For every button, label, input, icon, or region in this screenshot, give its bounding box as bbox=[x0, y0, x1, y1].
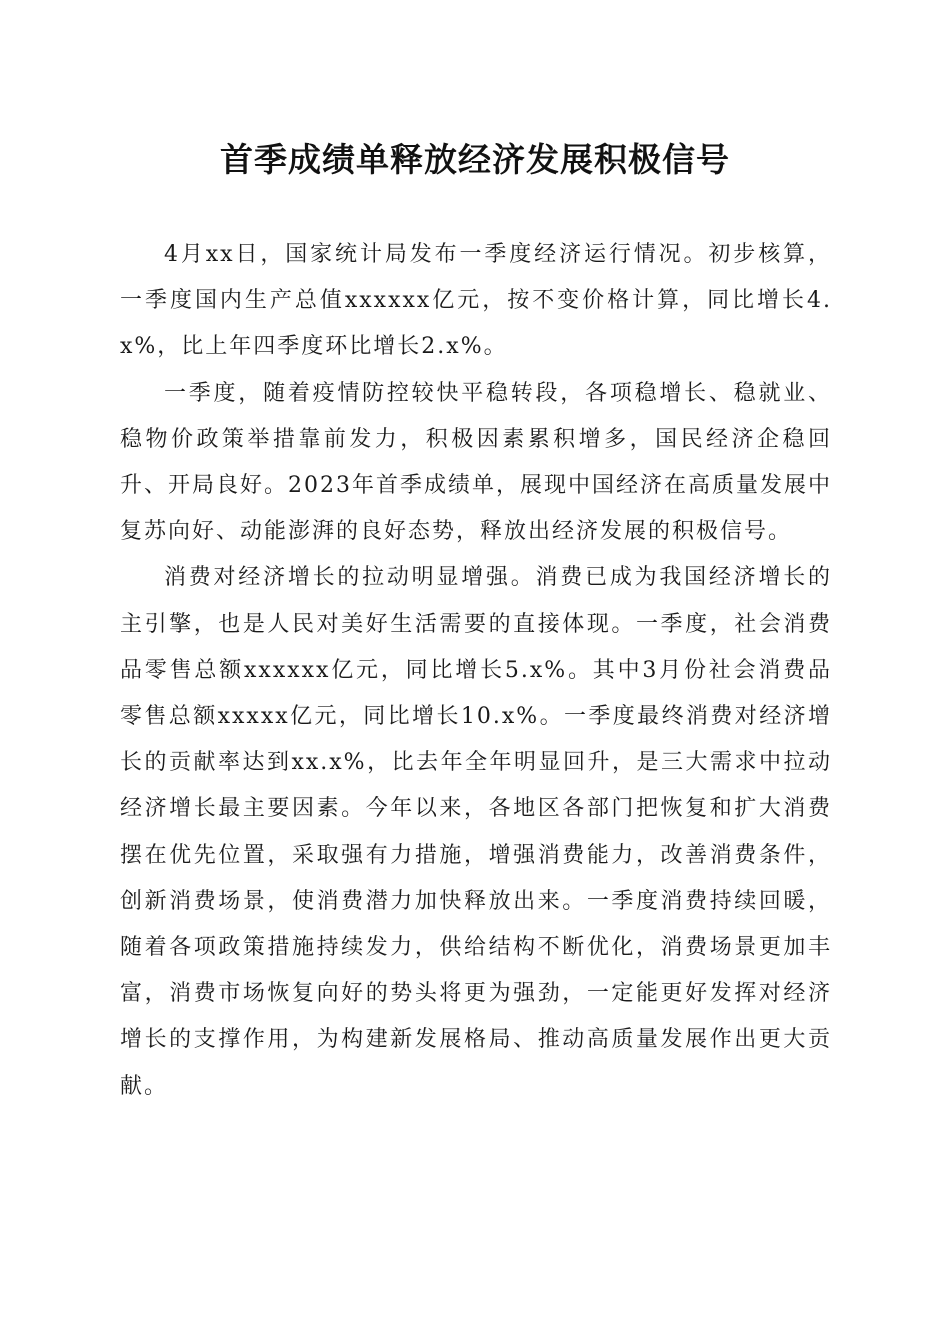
paragraph-consumption-growth: 消费对经济增长的拉动明显增强。消费已成为我国经济增长的主引擎，也是人民对美好生活需要的直接体现。一季度，社会消费品零售总额xxxxxx亿元，同比增长5.x%。其中3月份社会消费品零售总额xxxxx亿元，同比增长10.x%。一季度最终消费对经济增长的贡献率达到xx.x%，比去年全年明显回升，是三大需求中拉动经济增长最主要因素。今年以来，各地区各部门把恢复和扩大消费摆在优先位置，采取强有力措施，增强消费能力，改善消费条件，创新消费场景，使消费潜力加快释放出来。一季度消费持续回暖，随着各项政策措施持续发力，供给结构不断优化，消费场景更加丰富，消费市场恢复向好的势头将更为强劲，一定能更好发挥对经济增长的支撑作用，为构建新发展格局、推动高质量发展作出更大贡献。 bbox=[120, 565, 832, 1099]
document-body bbox=[120, 232, 832, 1110]
paragraph-gdp-release: 4月xx日，国家统计局发布一季度经济运行情况。初步核算，一季度国内生产总值xxxxxx亿元，按不变价格计算，同比增长4.x%，比上年四季度环比增长2.x%。 bbox=[120, 242, 832, 360]
document-title: 首季成绩单释放经济发展积极信号 bbox=[220, 140, 730, 179]
paragraph-economy-recovery: 一季度，随着疫情防控较快平稳转段，各项稳增长、稳就业、稳物价政策举措靠前发力，积极因素累积增多，国民经济企稳回升、开局良好。2023年首季成绩单，展现中国经济在高质量发展中复苏向好、动能澎湃的良好态势，释放出经济发展的积极信号。 bbox=[120, 380, 832, 545]
